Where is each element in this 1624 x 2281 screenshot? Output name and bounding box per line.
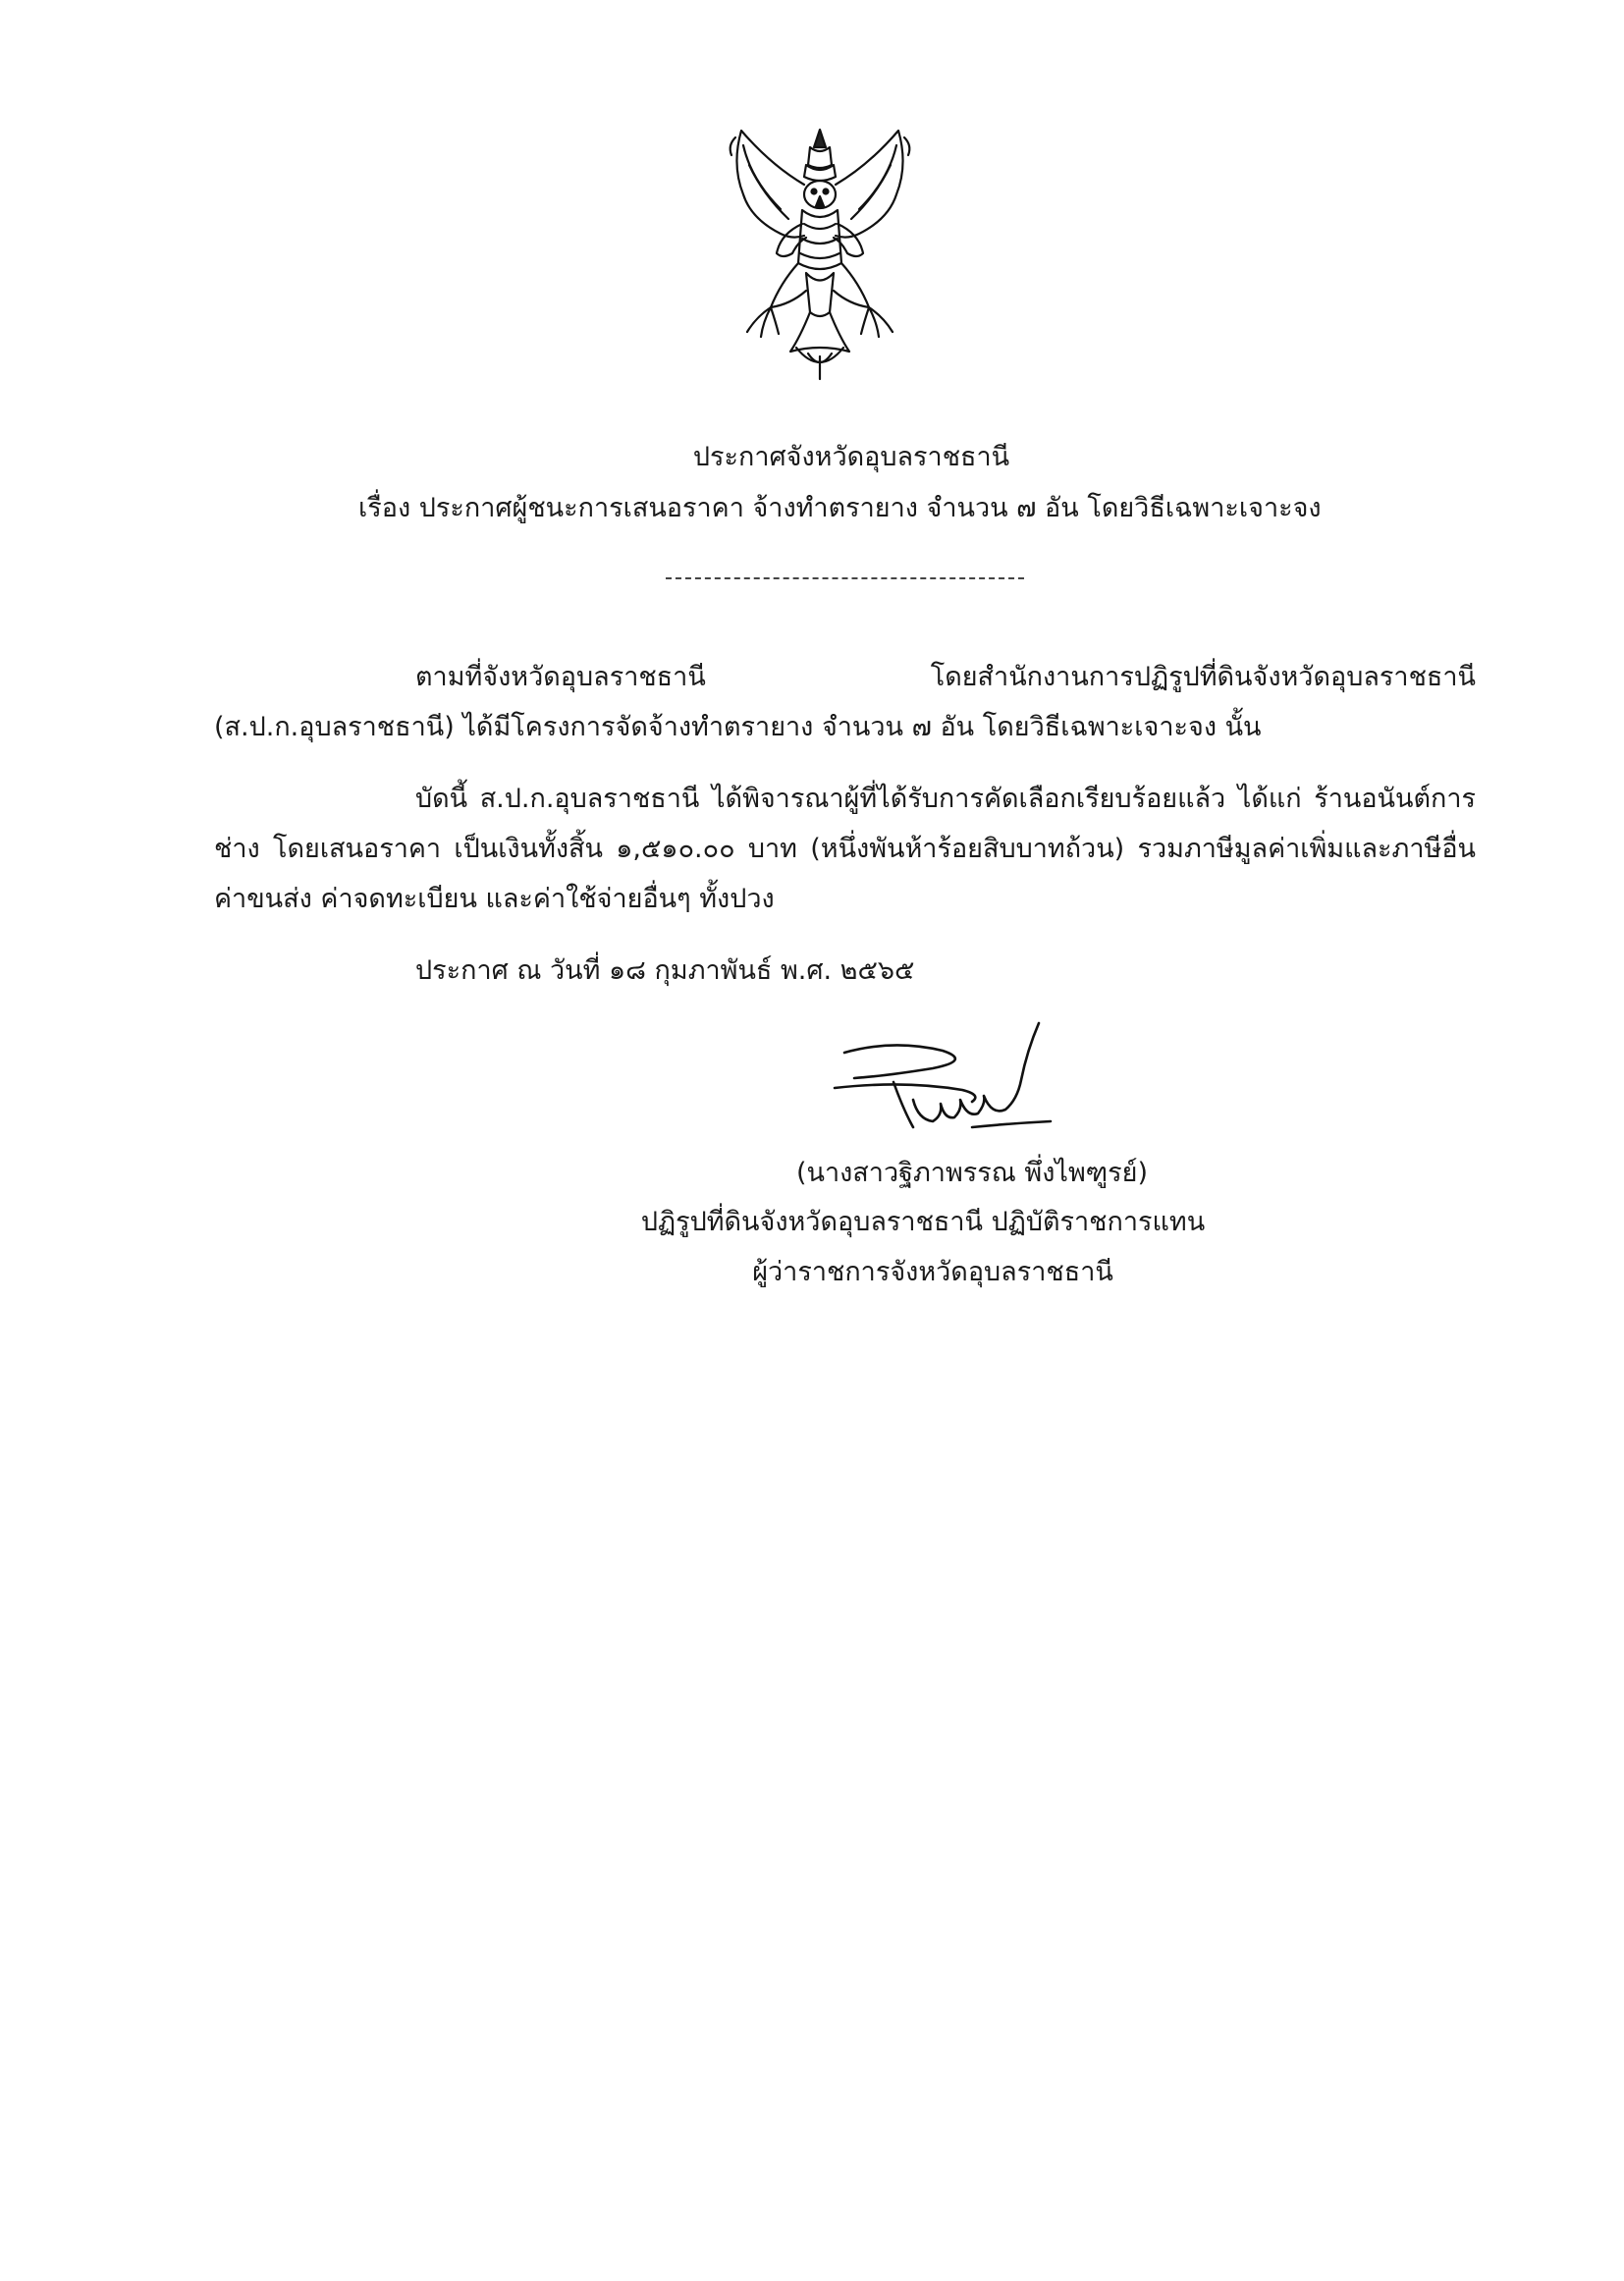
announcement-date: ประกาศ ณ วันที่ ๑๘ กุมภาพันธ์ พ.ศ. ๒๕๖๕ xyxy=(415,955,915,986)
paragraph-2 xyxy=(214,774,1476,924)
signer-title-2: ผู้ว่าราชการจังหวัดอุบลราชธานี xyxy=(752,1257,1113,1287)
paragraph-1 xyxy=(214,652,1476,752)
garuda-emblem-icon xyxy=(722,126,918,383)
signer-title-1: ปฏิรูปที่ดินจังหวัดอุบลราชธานี ปฏิบัติราชการแทน xyxy=(640,1207,1206,1237)
divider xyxy=(666,577,1024,579)
paragraph-2-text: บัดนี้ ส.ป.ก.อุบลราชธานี ได้พิจารณาผู้ที่ได้รับการคัดเลือกเรียบร้อยแล้ว ได้แก่ ร้านอนันต์การช่าง โดยเสนอราคา เป็นเงินทั้งสิ้น ๑,๕๑๐.๐๐ บาท (หนึ่งพันห้าร้อยสิบบาทถ้วน) รวมภาษีมูลค่าเพิ่มและภาษีอื่น ค่าขนส่ง ค่าจดทะเบียน และค่าใช้จ่ายอื่นๆ ทั้งปวง xyxy=(214,784,1476,914)
handwritten-signature-icon xyxy=(825,1021,1070,1139)
signer-name: (นางสาวฐิภาพรรณ พึ่งไพฑูรย์) xyxy=(795,1158,1149,1188)
document-subject: เรื่อง ประกาศผู้ชนะการเสนอราคา จ้างทำตรายาง จำนวน ๗ อัน โดยวิธีเฉพาะเจาะจง xyxy=(358,493,1322,523)
paragraph-1-text: ตามที่จังหวัดอุบลราชธานี โดยสำนักงานการปฏิรูปที่ดินจังหวัดอุบลราชธานี (ส.ป.ก.อุบลราชธานี) ได้มีโครงการจัดจ้างทำตรายาง จำนวน ๗ อัน โดยวิธีเฉพาะเจาะจง นั้น xyxy=(214,662,1476,742)
document-title: ประกาศจังหวัดอุบลราชธานี xyxy=(692,442,1010,472)
